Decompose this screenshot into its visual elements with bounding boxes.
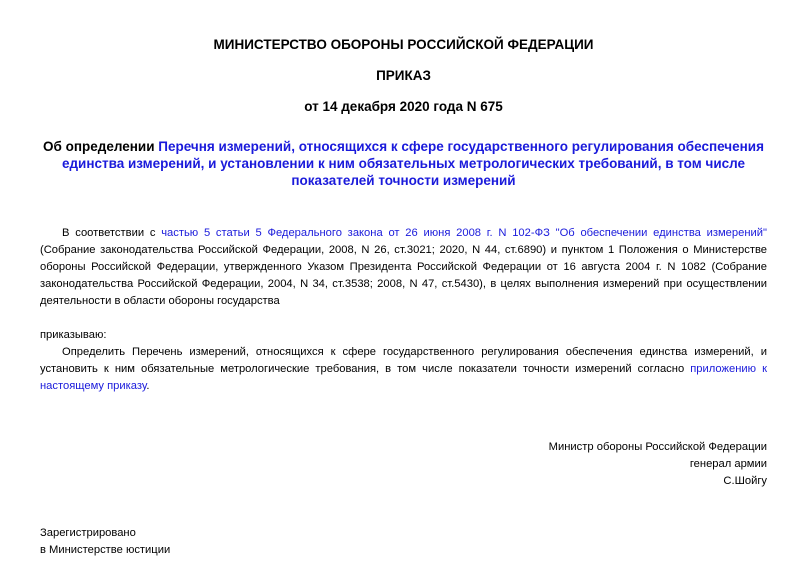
signature-rank: генерал армии <box>689 458 767 470</box>
federal-law-link[interactable]: частью 5 статьи 5 Федерального закона от 26 июня 2008 г. N 102-ФЗ "Об обеспечении единства измерений" <box>161 227 767 239</box>
signature-block <box>40 439 767 490</box>
order-word: приказываю: <box>40 329 107 341</box>
order-text-end: . <box>146 380 150 392</box>
registration-line-1: Зарегистрировано <box>40 527 136 539</box>
registration-line-2: в Министерстве юстиции <box>40 544 171 556</box>
title-link[interactable]: Перечня измерений, относящихся к сфере государственного регулирования обеспечения единства измерений, и установлении к ним обязательных метрологических требований, в том числе показателей точности измерений <box>61 139 764 188</box>
date-number-heading: от 14 декабря 2020 года N 675 <box>304 99 503 114</box>
registration-block <box>40 525 767 559</box>
document-page <box>40 0 767 559</box>
signature-name: С.Шойгу <box>723 475 767 487</box>
order-paragraph <box>40 344 767 395</box>
order-text-start: Определить Перечень измерений, относящихся к сфере государственного регулирования обеспечения единства измерений, и установить к ним обязательные метрологические требования, в том числе показатели точности измерений согласно <box>40 346 767 375</box>
appendix-link[interactable]: приложению к настоящему приказу <box>40 363 767 392</box>
preamble-text-end: (Собрание законодательства Российской Федерации, 2008, N 26, ст.3021; 2020, N 44, ст.6890) и пунктом 1 Положения о Министерстве обороны Российской Федерации, утвержденного Указом Президента Российской Федерации от 16 августа 2004 г. N 1082 (Собрание законодательства Российской Федерации, 2004, N 34, ст.3538; 2008, N 47, ст.5430), в целях выполнения измерений при осуществлении деятельности в области обороны государства <box>40 244 767 307</box>
signature-position: Министр обороны Российской Федерации <box>548 441 767 453</box>
title-prefix: Об определении <box>43 139 159 154</box>
document-type-heading: ПРИКАЗ <box>376 68 431 83</box>
preamble-text-start: В соответствии с <box>62 227 162 239</box>
preamble-paragraph <box>40 225 767 310</box>
document-title <box>40 138 767 189</box>
ministry-heading: МИНИСТЕРСТВО ОБОРОНЫ РОССИЙСКОЙ ФЕДЕРАЦИИ <box>213 37 594 52</box>
